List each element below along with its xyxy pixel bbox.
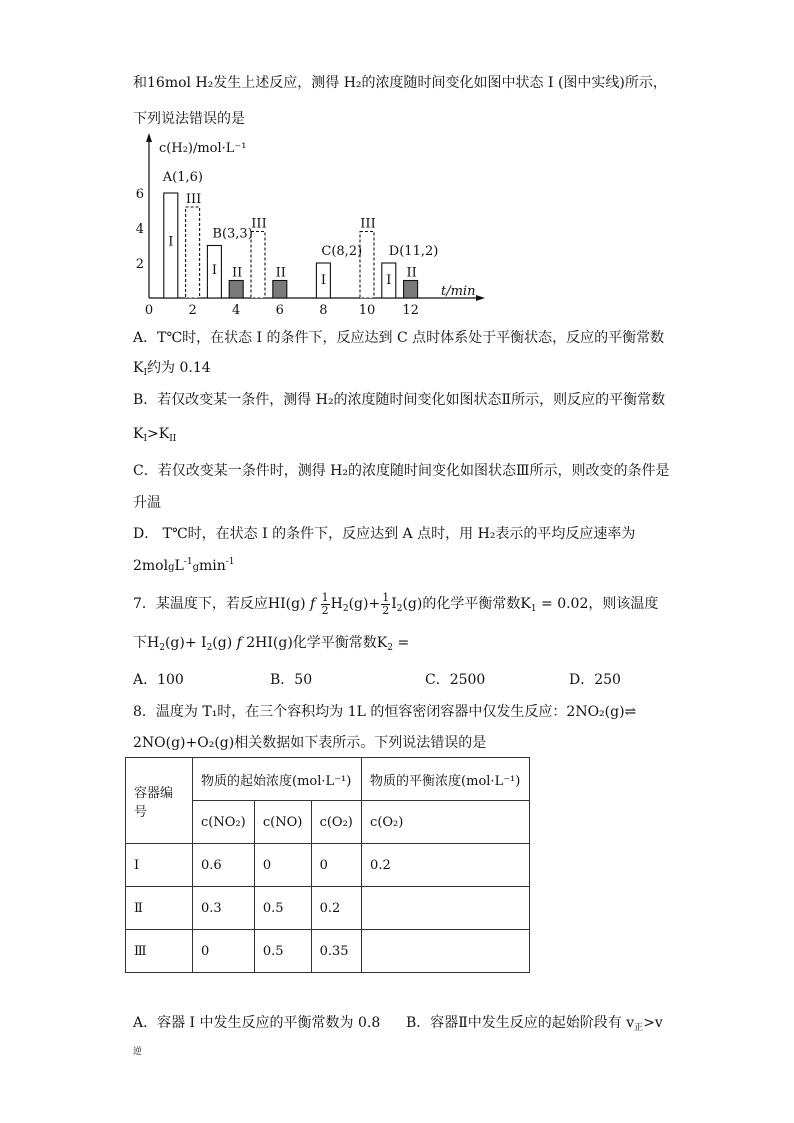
point-label: B(3,3) xyxy=(212,226,253,242)
x-tick-label: 6 xyxy=(275,303,284,318)
bar-label: I xyxy=(168,234,174,250)
table-cell: 0 xyxy=(311,844,361,887)
bar-state-II xyxy=(229,281,243,299)
q7-line-2: 下$H_2(g)+ I_2(g)$ f 2HI(g)化学平衡常数$K_2$ = xyxy=(133,635,410,653)
table-cell: 0.35 xyxy=(311,930,361,973)
h2-concentration-chart xyxy=(133,130,493,320)
q7-option-b: B．50 xyxy=(270,672,313,688)
table-cell: 0 xyxy=(193,930,255,973)
q6-option-c: C．若仅改变某一条件时，测得 H₂的浓度随时间变化如图状态Ⅲ所示，则改变的条件是 xyxy=(133,463,670,479)
table-cell: 0.5 xyxy=(254,887,311,930)
x-axis-arrow-icon xyxy=(476,295,485,301)
fraction-half-1: $\frac{1}{2}$ xyxy=(321,591,329,617)
table-header-start: 物质的起始浓度(mol·L⁻¹) xyxy=(193,758,362,801)
table-cell: 0.2 xyxy=(311,887,361,930)
y-tick-label: 4 xyxy=(135,222,144,237)
q6-option-c-cont: 升温 xyxy=(133,495,161,511)
q8-option-a: A．容器 I 中发生反应的平衡常数为 0.8 xyxy=(133,1015,381,1031)
bar-label: II xyxy=(232,265,243,281)
x-tick-label: 0 xyxy=(144,303,154,318)
bar-label: I xyxy=(320,272,326,288)
q8-line-2: 2NO(g)+O₂(g)相关数据如下表所示。下列说法错误的是 xyxy=(133,735,487,751)
table-cell xyxy=(362,930,530,973)
intro-line-2: 下列说法错误的是 xyxy=(133,111,245,127)
x-tick-label: 4 xyxy=(232,303,241,318)
y-axis-label: c(H₂)/mol·L⁻¹ xyxy=(159,141,247,156)
table-header-id: 容器编号 xyxy=(126,758,193,844)
point-label: A(1,6) xyxy=(162,170,204,185)
table-row xyxy=(126,887,530,930)
table-header-eq: 物质的平衡浓度(mol·L⁻¹) xyxy=(362,758,530,801)
bar-state-III xyxy=(360,232,374,299)
q6-option-a-cont: $K_I$约为 0.14 xyxy=(133,360,211,378)
table-cell: Ⅱ xyxy=(126,887,193,930)
bar-state-III xyxy=(251,232,265,299)
q8-line-1: 8．温度为 T₁时，在三个容积均为 1L 的恒容密闭容器中仅发生反应：2NO₂(g)⇌ xyxy=(133,704,637,720)
bar-label: I xyxy=(211,263,217,279)
table-row xyxy=(126,844,530,887)
q6-option-b: B．若仅改变某一条件，测得 H₂的浓度随时间变化如图状态Ⅱ所示，则反应的平衡常数 xyxy=(133,392,666,408)
q7-line-1: 7．某温度下，若反应HI(g) f $\frac{1}{2}$ $H_2(g)+$ $\frac{1}{2}$ $I_2(g)$的化学平衡常数$K_1 = 0.02$，则该温度 xyxy=(133,591,659,617)
table-cell: 0.3 xyxy=(193,887,255,930)
table-subheader: c(NO) xyxy=(254,801,311,844)
table-cell xyxy=(362,887,530,930)
q8-option-b-cont: 逆 xyxy=(133,1047,143,1057)
table-row xyxy=(126,930,530,973)
bar-label: III xyxy=(251,216,267,232)
table-subheader: c(O₂) xyxy=(311,801,361,844)
table-cell: 0 xyxy=(254,844,311,887)
q7-option-a: A．100 xyxy=(133,672,184,688)
x-tick-label: 8 xyxy=(319,303,328,318)
x-tick-label: 10 xyxy=(358,303,376,318)
q6-option-d-cont: 2molgL$^{-1}$gmin$^{-1}$ xyxy=(133,557,235,574)
y-tick-label: 6 xyxy=(135,187,144,202)
q8-data-table xyxy=(125,757,530,973)
intro-line-1: 和16mol H₂发生上述反应，测得 H₂的浓度随时间变化如图中状态 I (图中实线)所示， xyxy=(133,75,667,91)
point-label: C(8,2) xyxy=(321,244,363,259)
table-cell: Ⅰ xyxy=(126,844,193,887)
y-tick-label: 2 xyxy=(135,257,144,272)
bar-label: III xyxy=(360,216,376,232)
bar-label: I xyxy=(386,272,392,288)
table-subheader: c(NO₂) xyxy=(193,801,255,844)
q8-option-b: B．容器Ⅱ中发生反应的起始阶段有 $v_正>v$ xyxy=(406,1015,663,1033)
q7-option-d: D．250 xyxy=(569,672,621,688)
table-subheader: c(O₂) xyxy=(362,801,530,844)
x-tick-label: 12 xyxy=(402,303,419,318)
bar-state-III xyxy=(186,207,200,298)
point-label: D(11,2) xyxy=(388,244,439,259)
bar-state-II xyxy=(404,281,418,299)
q6-option-a: A．T℃时，在状态 I 的条件下，反应达到 C 点时体系处于平衡状态，反应的平衡常数 xyxy=(133,330,665,346)
bar-label: III xyxy=(185,192,202,207)
bar-label: II xyxy=(406,265,417,281)
q6-option-b-cont: $K_I>K_{II}$ xyxy=(133,426,177,444)
table-cell: 0.2 xyxy=(362,844,530,887)
table-cell: 0.5 xyxy=(254,930,311,973)
y-axis-arrow-icon xyxy=(146,133,152,142)
q6-option-d: D． T℃时，在状态 I 的条件下，反应达到 A 点时，用 H₂表示的平均反应速率为 xyxy=(133,526,636,542)
x-axis-label: t/min xyxy=(441,284,476,299)
x-tick-label: 2 xyxy=(188,303,197,318)
q7-option-c: C．2500 xyxy=(425,672,486,688)
bar-state-II xyxy=(273,281,287,299)
table-cell: Ⅲ xyxy=(126,930,193,973)
table-cell: 0.6 xyxy=(193,844,255,887)
fraction-half-2: $\frac{1}{2}$ xyxy=(382,591,390,617)
bar-label: II xyxy=(275,265,286,281)
